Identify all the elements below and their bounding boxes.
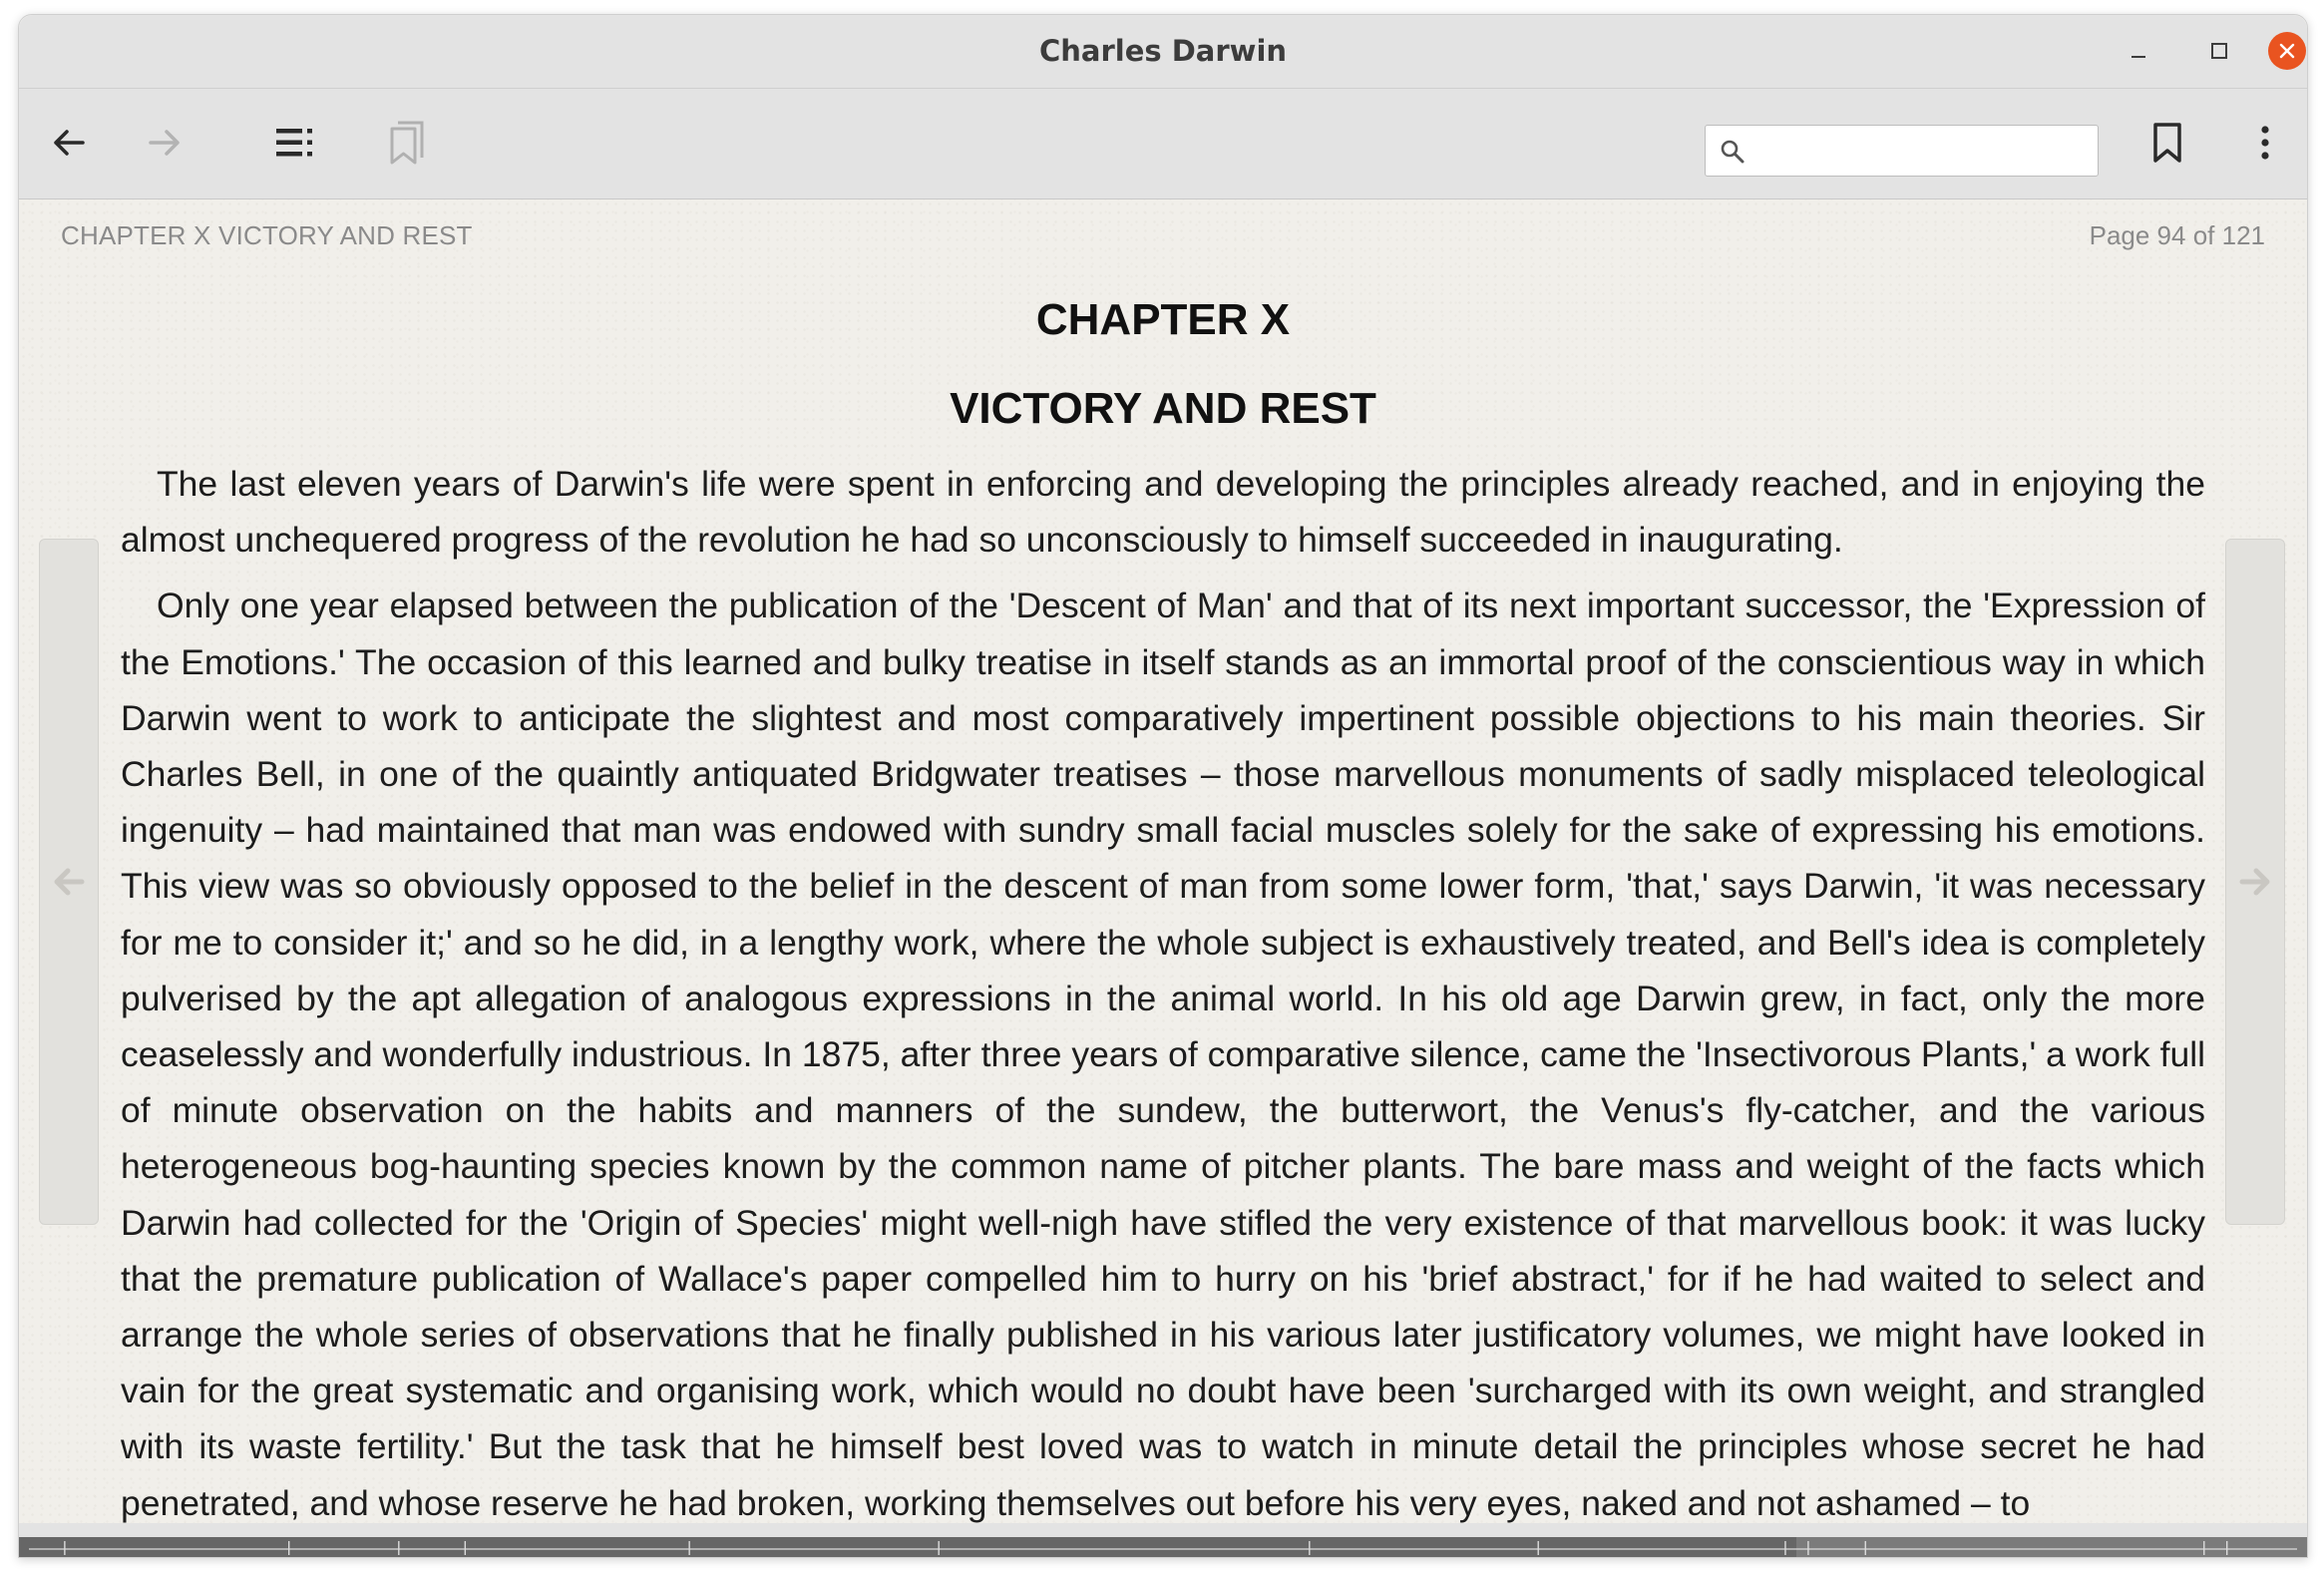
bookmark-icon <box>2147 121 2187 165</box>
maximize-icon <box>2209 41 2229 61</box>
paragraph: The last eleven years of Darwin's life were spent in enforcing and developing the principles already reached, and in enjoying the almost unchequered progress of the revolution he had so unconsciously to himself succeeded in inaugurating. <box>121 464 2205 561</box>
bookmarks-icon <box>388 120 430 166</box>
table-of-contents-button[interactable] <box>265 113 325 173</box>
page-indicator: Page 94 of 121 <box>2089 220 2265 250</box>
toc-list-icon <box>274 122 316 164</box>
previous-page-button[interactable] <box>39 539 99 1225</box>
chapter-ticks <box>19 1537 2307 1557</box>
arrow-left-icon <box>49 862 89 902</box>
next-page-button[interactable] <box>2225 539 2285 1225</box>
chapter-body <box>121 456 2205 1541</box>
reader-window <box>18 14 2308 1558</box>
toolbar <box>19 89 2307 199</box>
chapter-subtitle: VICTORY AND REST <box>950 384 1376 433</box>
progress-track[interactable] <box>19 1537 2307 1557</box>
paragraph: Only one year elapsed between the publication of the 'Descent of Man' and that of its next important successor, the 'Expression of the Emotions.' The occasion of this learned and bulky treatise in itself stands as an immortal proof of the conscientious way in which Darwin went to work to anticipate the slightest and most comparatively impertinent possible objections to his main theories. Sir Charles Bell, in one of the quaintly antiquated Bridgwater treatises – those marvellous monuments of sadly misplaced teleological ingenuity – had maintained that man was endowed with sundry small facial muscles solely for the sake of expressing his emotions. This view was so obviously opposed to the belief in the descent of man from some lower form, 'that,' says Darwin, 'it was necessary for me to consider it;' and so he did, in a lengthy work, where the whole subject is exhaustively treated, and Bell's idea is completely pulverised by the apt allegation of analogous expressions in the animal world. In his old age Darwin grew, in fact, only the more ceaselessly and wonderfully industrious. In 1875, after three years of comparative silence, came the 'Insectivorous Plants,' a work full of minute observation on the habits and manners of the sundew, the butterwort, the Venus's fly-catcher, and the various heterogeneous bog-haunting species known by the common name of pitcher plants. The bare mass and weight of the facts which Darwin had collected for the 'Origin of Species' might well-nigh have stifled the very existence of that marvellous book: it was lucky that the premature publication of Wallace's paper compelled him to hurry on his 'brief abstract,' for if he had waited to select and arrange the whole series of observations that he finally published in his various later justificatory volumes, we might have looked in vain for the great systematic and organising work, which would no doubt have been 'surcharged with its own weight, and strangled with its waste fertility.' But the task that he himself best loved was to watch in minute detail the principles whose secret he had penetrated, and whose reserve he had broken, working themselves out before his very eyes, naked and not ashamed – to <box>121 586 2205 1523</box>
running-header: CHAPTER X VICTORY AND REST <box>61 220 473 250</box>
book-page <box>19 199 2307 1537</box>
menu-button[interactable] <box>2235 113 2295 173</box>
search-box[interactable] <box>1705 125 2099 177</box>
arrow-right-icon <box>145 123 185 163</box>
bookmark-page-button[interactable] <box>2137 113 2197 173</box>
maximize-button[interactable] <box>2199 31 2239 71</box>
bookmarks-list-button[interactable] <box>379 113 439 173</box>
search-input[interactable] <box>1753 132 2087 172</box>
reading-progress-bar[interactable] <box>19 1523 2307 1557</box>
window-title: Charles Darwin <box>1038 34 1288 68</box>
search-icon <box>1720 139 1745 165</box>
arrow-left-icon <box>49 123 89 163</box>
arrow-right-icon <box>2235 862 2275 902</box>
minimize-icon <box>2130 41 2149 61</box>
close-button[interactable] <box>2268 32 2306 70</box>
back-button[interactable] <box>39 113 99 173</box>
more-vertical-icon <box>2245 123 2285 163</box>
title-bar[interactable] <box>19 15 2307 89</box>
forward-button[interactable] <box>135 113 194 173</box>
close-icon <box>2278 42 2296 60</box>
chapter-title: CHAPTER X <box>1035 295 1291 344</box>
minimize-button[interactable] <box>2120 31 2159 71</box>
